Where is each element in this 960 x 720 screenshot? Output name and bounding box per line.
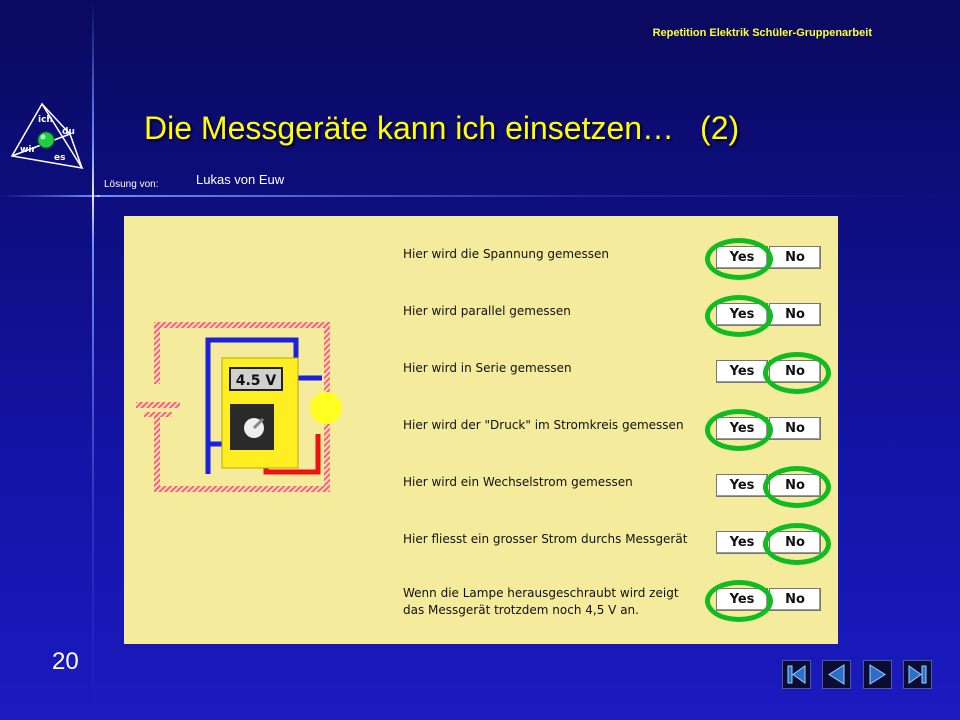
last-icon bbox=[904, 661, 931, 688]
title-text: Die Messgeräte kann ich einsetzen… bbox=[144, 110, 675, 146]
next-icon bbox=[864, 661, 891, 688]
yes-button-6[interactable]: Yes bbox=[716, 531, 768, 554]
horizontal-divider bbox=[0, 195, 960, 197]
no-button-4[interactable]: No bbox=[769, 417, 821, 440]
yes-button-2[interactable]: Yes bbox=[716, 303, 768, 326]
question-7-line-1: Wenn die Lampe herausgeschraubt wird zeigt bbox=[403, 586, 679, 600]
title-number: (2) bbox=[700, 110, 740, 146]
question-2: Hier wird parallel gemessen bbox=[403, 304, 571, 318]
previous-slide-button[interactable] bbox=[822, 660, 851, 689]
first-slide-button[interactable] bbox=[782, 660, 811, 689]
previous-icon bbox=[823, 661, 850, 688]
no-button-1[interactable]: No bbox=[769, 246, 821, 269]
circuit-diagram bbox=[136, 316, 346, 506]
presentation-subtitle: Repetition Elektrik Schüler-Gruppenarbeit bbox=[652, 27, 872, 39]
slide-number: 20 bbox=[52, 648, 79, 675]
logo-text-wir: wir bbox=[20, 145, 36, 155]
meter-display: 4.5 V bbox=[235, 373, 277, 389]
yes-button-5[interactable]: Yes bbox=[716, 474, 768, 497]
solution-label: Lösung von: bbox=[104, 179, 159, 190]
no-button-5[interactable]: No bbox=[769, 474, 821, 497]
question-3: Hier wird in Serie gemessen bbox=[403, 361, 572, 375]
question-1: Hier wird die Spannung gemessen bbox=[403, 247, 609, 261]
no-button-6[interactable]: No bbox=[769, 531, 821, 554]
last-slide-button[interactable] bbox=[903, 660, 932, 689]
no-button-2[interactable]: No bbox=[769, 303, 821, 326]
first-icon bbox=[783, 661, 810, 688]
yes-button-3[interactable]: Yes bbox=[716, 360, 768, 383]
question-7-line-2: das Messgerät trotzdem noch 4,5 V an. bbox=[403, 603, 639, 617]
no-button-3[interactable]: No bbox=[769, 360, 821, 383]
battery-icon bbox=[136, 402, 180, 417]
quiz-panel bbox=[124, 216, 838, 644]
lamp-icon bbox=[310, 392, 342, 424]
question-7 bbox=[403, 585, 679, 619]
yes-button-4[interactable]: Yes bbox=[716, 417, 768, 440]
voltmeter bbox=[222, 358, 298, 468]
page-title bbox=[144, 110, 739, 147]
yes-button-7[interactable]: Yes bbox=[716, 588, 768, 611]
vertical-divider bbox=[92, 0, 94, 720]
question-4: Hier wird der "Druck" im Stromkreis gemessen bbox=[403, 418, 684, 432]
next-slide-button[interactable] bbox=[863, 660, 892, 689]
tetrahedron-logo-icon bbox=[8, 98, 90, 178]
author-name: Lukas von Euw bbox=[196, 172, 285, 187]
question-6: Hier fliesst ein grosser Strom durchs Messgerät bbox=[403, 532, 688, 546]
no-button-7[interactable]: No bbox=[769, 588, 821, 611]
yes-button-1[interactable]: Yes bbox=[716, 246, 768, 269]
logo-text-es: es bbox=[54, 153, 66, 163]
logo-text-du: du bbox=[62, 127, 75, 137]
logo-text-ich: ich bbox=[38, 115, 53, 125]
question-5: Hier wird ein Wechselstrom gemessen bbox=[403, 475, 633, 489]
